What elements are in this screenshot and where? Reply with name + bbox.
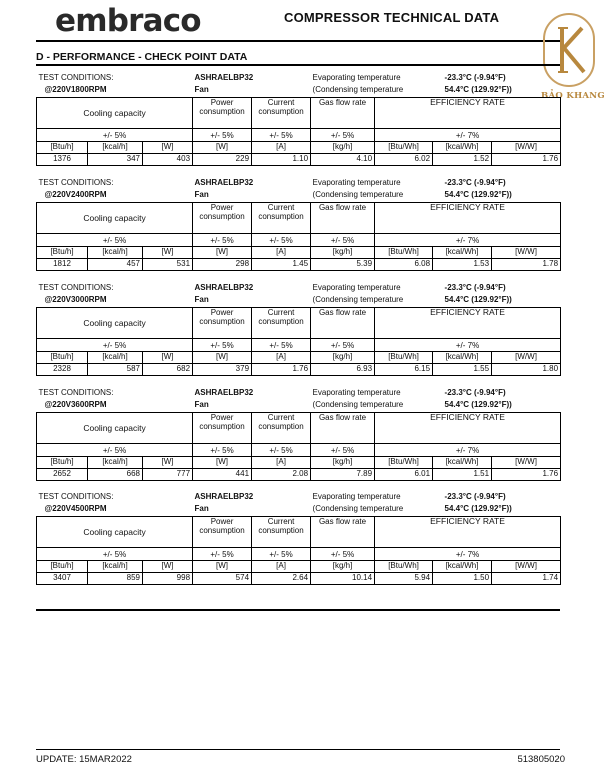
condensing-value: 54.4°C (129.92°F)): [444, 295, 512, 304]
gas-flow-tolerance: +/- 5%: [311, 339, 375, 352]
evaporating-value: -23.3°C (-9.94°F): [444, 178, 506, 187]
unit-cell: [W]: [193, 561, 252, 573]
refrigerant-standard: ASHRAELBP32: [194, 388, 254, 397]
value-cell: 4.10: [311, 154, 375, 166]
unit-cell: [kcal/Wh]: [433, 247, 492, 259]
cooling-mode: Fan: [194, 400, 209, 409]
power-tolerance: +/- 5%: [193, 234, 252, 247]
evaporating-label: Evaporating temperature: [312, 178, 401, 187]
value-cell: 2.08: [252, 469, 311, 481]
condensing-value: 54.4°C (129.92°F)): [444, 85, 512, 94]
current-consumption-header: Current consumption: [252, 517, 311, 548]
refrigerant-standard: ASHRAELBP32: [194, 73, 254, 82]
efficiency-tolerance: +/- 7%: [375, 339, 561, 352]
unit-cell: [W/W]: [492, 247, 561, 259]
value-cell: 668: [88, 469, 143, 481]
current-tolerance: +/- 5%: [252, 129, 311, 142]
condensing-label: (Condensing temperature: [312, 85, 404, 94]
unit-cell: [W/W]: [492, 142, 561, 154]
value-cell: 7.89: [311, 469, 375, 481]
condensing-label: (Condensing temperature: [312, 504, 404, 513]
unit-cell: [kcal/h]: [88, 457, 143, 469]
cooling-mode: Fan: [194, 85, 209, 94]
refrigerant-standard: ASHRAELBP32: [194, 492, 254, 501]
section-rule: [36, 64, 560, 66]
value-cell: 1.76: [492, 469, 561, 481]
current-consumption-header: Current consumption: [252, 203, 311, 234]
performance-table: [36, 388, 561, 481]
value-cell: 6.08: [375, 259, 433, 271]
cooling-capacity-tolerance: +/- 5%: [37, 339, 193, 352]
unit-cell: [kg/h]: [311, 561, 375, 573]
value-cell: 379: [193, 364, 252, 376]
unit-cell: [A]: [252, 457, 311, 469]
value-cell: 2.64: [252, 573, 311, 585]
value-cell: 1.76: [492, 154, 561, 166]
current-consumption-header: Current consumption: [252, 413, 311, 444]
value-cell: 682: [143, 364, 193, 376]
cooling-capacity-tolerance: +/- 5%: [37, 234, 193, 247]
efficiency-rate-header: EFFICIENCY RATE: [375, 413, 561, 444]
gas-flow-tolerance: +/- 5%: [311, 548, 375, 561]
power-consumption-header: Power consumption: [193, 203, 252, 234]
current-tolerance: +/- 5%: [252, 548, 311, 561]
gas-flow-rate-header: Gas flow rate: [311, 203, 375, 234]
evaporating-value: -23.3°C (-9.94°F): [444, 388, 506, 397]
unit-cell: [Btu/h]: [37, 352, 88, 364]
unit-cell: [Btu/h]: [37, 561, 88, 573]
gas-flow-rate-header: Gas flow rate: [311, 98, 375, 129]
efficiency-tolerance: +/- 7%: [375, 444, 561, 457]
footer-rule: [36, 749, 560, 750]
power-tolerance: +/- 5%: [193, 339, 252, 352]
current-tolerance: +/- 5%: [252, 234, 311, 247]
value-cell: 1.52: [433, 154, 492, 166]
test-conditions-label: TEST CONDITIONS:: [38, 178, 114, 187]
gas-flow-rate-header: Gas flow rate: [311, 413, 375, 444]
value-cell: 5.39: [311, 259, 375, 271]
performance-table: [36, 283, 561, 376]
test-condition-speed: @220V4500RPM: [44, 504, 107, 513]
cooling-capacity-tolerance: +/- 5%: [37, 444, 193, 457]
performance-table: [36, 492, 561, 585]
test-conditions-label: TEST CONDITIONS:: [38, 283, 114, 292]
watermark-text: BẢO KHANG: [541, 91, 605, 101]
unit-cell: [W]: [143, 457, 193, 469]
unit-cell: [W]: [143, 247, 193, 259]
value-cell: 441: [193, 469, 252, 481]
unit-cell: [W/W]: [492, 561, 561, 573]
gas-flow-tolerance: +/- 5%: [311, 129, 375, 142]
unit-cell: [kg/h]: [311, 247, 375, 259]
value-cell: 1.50: [433, 573, 492, 585]
unit-cell: [A]: [252, 142, 311, 154]
efficiency-rate-header: EFFICIENCY RATE: [375, 98, 561, 129]
value-cell: 859: [88, 573, 143, 585]
condensing-value: 54.4°C (129.92°F)): [444, 400, 512, 409]
document-code: 513805020: [517, 754, 565, 765]
unit-cell: [Btu/Wh]: [375, 352, 433, 364]
evaporating-label: Evaporating temperature: [312, 388, 401, 397]
value-cell: 1812: [37, 259, 88, 271]
power-consumption-header: Power consumption: [193, 308, 252, 339]
update-date: UPDATE: 15MAR2022: [36, 754, 132, 765]
value-cell: 10.14: [311, 573, 375, 585]
cooling-capacity-header: Cooling capacity: [37, 308, 193, 339]
unit-cell: [W]: [143, 561, 193, 573]
unit-cell: [Btu/h]: [37, 457, 88, 469]
value-cell: 1.55: [433, 364, 492, 376]
current-consumption-header: Current consumption: [252, 308, 311, 339]
unit-cell: [kcal/h]: [88, 561, 143, 573]
value-cell: 3407: [37, 573, 88, 585]
power-tolerance: +/- 5%: [193, 129, 252, 142]
unit-cell: [kcal/h]: [88, 142, 143, 154]
cooling-capacity-header: Cooling capacity: [37, 203, 193, 234]
header-rule: [36, 40, 560, 42]
unit-cell: [Btu/Wh]: [375, 457, 433, 469]
test-condition-speed: @220V3600RPM: [44, 400, 107, 409]
performance-table: [36, 73, 561, 166]
value-cell: 229: [193, 154, 252, 166]
efficiency-tolerance: +/- 7%: [375, 234, 561, 247]
efficiency-rate-header: EFFICIENCY RATE: [375, 517, 561, 548]
unit-cell: [kg/h]: [311, 457, 375, 469]
unit-cell: [W]: [193, 352, 252, 364]
value-cell: 1.51: [433, 469, 492, 481]
power-consumption-header: Power consumption: [193, 517, 252, 548]
value-cell: 403: [143, 154, 193, 166]
cooling-mode: Fan: [194, 190, 209, 199]
test-condition-speed: @220V1800RPM: [44, 85, 107, 94]
test-condition-speed: @220V3000RPM: [44, 295, 107, 304]
test-conditions-label: TEST CONDITIONS:: [38, 492, 114, 501]
value-cell: 298: [193, 259, 252, 271]
unit-cell: [Btu/Wh]: [375, 561, 433, 573]
value-cell: 1.80: [492, 364, 561, 376]
embraco-logo: embraco: [55, 3, 201, 39]
value-cell: 5.94: [375, 573, 433, 585]
value-cell: 2652: [37, 469, 88, 481]
gas-flow-tolerance: +/- 5%: [311, 234, 375, 247]
unit-cell: [kcal/Wh]: [433, 142, 492, 154]
gas-flow-rate-header: Gas flow rate: [311, 308, 375, 339]
value-cell: 574: [193, 573, 252, 585]
test-conditions-label: TEST CONDITIONS:: [38, 388, 114, 397]
performance-table: [36, 178, 561, 271]
unit-cell: [kcal/Wh]: [433, 352, 492, 364]
power-consumption-header: Power consumption: [193, 413, 252, 444]
unit-cell: [kg/h]: [311, 142, 375, 154]
cooling-capacity-tolerance: +/- 5%: [37, 129, 193, 142]
power-tolerance: +/- 5%: [193, 548, 252, 561]
efficiency-tolerance: +/- 7%: [375, 129, 561, 142]
unit-cell: [W/W]: [492, 457, 561, 469]
power-consumption-header: Power consumption: [193, 98, 252, 129]
value-cell: 6.01: [375, 469, 433, 481]
unit-cell: [kcal/h]: [88, 247, 143, 259]
value-cell: 531: [143, 259, 193, 271]
condensing-value: 54.4°C (129.92°F)): [444, 504, 512, 513]
unit-cell: [W]: [143, 142, 193, 154]
evaporating-label: Evaporating temperature: [312, 283, 401, 292]
value-cell: 347: [88, 154, 143, 166]
value-cell: 1.76: [252, 364, 311, 376]
evaporating-value: -23.3°C (-9.94°F): [444, 492, 506, 501]
document-title: COMPRESSOR TECHNICAL DATA: [284, 10, 500, 25]
value-cell: 998: [143, 573, 193, 585]
unit-cell: [W]: [193, 142, 252, 154]
evaporating-value: -23.3°C (-9.94°F): [444, 283, 506, 292]
power-tolerance: +/- 5%: [193, 444, 252, 457]
unit-cell: [kg/h]: [311, 352, 375, 364]
cooling-capacity-header: Cooling capacity: [37, 413, 193, 444]
value-cell: 2328: [37, 364, 88, 376]
value-cell: 457: [88, 259, 143, 271]
bottom-rule: [36, 609, 560, 611]
condensing-label: (Condensing temperature: [312, 190, 404, 199]
value-cell: 1.10: [252, 154, 311, 166]
unit-cell: [A]: [252, 561, 311, 573]
cooling-capacity-header: Cooling capacity: [37, 98, 193, 129]
unit-cell: [W]: [193, 247, 252, 259]
unit-cell: [kcal/Wh]: [433, 561, 492, 573]
unit-cell: [A]: [252, 247, 311, 259]
unit-cell: [Btu/h]: [37, 247, 88, 259]
test-conditions-label: TEST CONDITIONS:: [38, 73, 114, 82]
unit-cell: [W]: [143, 352, 193, 364]
efficiency-rate-header: EFFICIENCY RATE: [375, 308, 561, 339]
refrigerant-standard: ASHRAELBP32: [194, 178, 254, 187]
unit-cell: [W]: [193, 457, 252, 469]
unit-cell: [kcal/h]: [88, 352, 143, 364]
evaporating-label: Evaporating temperature: [312, 492, 401, 501]
value-cell: 777: [143, 469, 193, 481]
unit-cell: [W/W]: [492, 352, 561, 364]
value-cell: 1376: [37, 154, 88, 166]
refrigerant-standard: ASHRAELBP32: [194, 283, 254, 292]
value-cell: 587: [88, 364, 143, 376]
current-tolerance: +/- 5%: [252, 444, 311, 457]
value-cell: 1.53: [433, 259, 492, 271]
section-title: D - PERFORMANCE - CHECK POINT DATA: [36, 51, 248, 63]
test-condition-speed: @220V2400RPM: [44, 190, 107, 199]
unit-cell: [Btu/Wh]: [375, 142, 433, 154]
evaporating-label: Evaporating temperature: [312, 73, 401, 82]
current-tolerance: +/- 5%: [252, 339, 311, 352]
efficiency-tolerance: +/- 7%: [375, 548, 561, 561]
efficiency-rate-header: EFFICIENCY RATE: [375, 203, 561, 234]
cooling-capacity-header: Cooling capacity: [37, 517, 193, 548]
gas-flow-tolerance: +/- 5%: [311, 444, 375, 457]
gas-flow-rate-header: Gas flow rate: [311, 517, 375, 548]
unit-cell: [A]: [252, 352, 311, 364]
condensing-label: (Condensing temperature: [312, 295, 404, 304]
value-cell: 6.93: [311, 364, 375, 376]
value-cell: 6.15: [375, 364, 433, 376]
condensing-value: 54.4°C (129.92°F)): [444, 190, 512, 199]
cooling-capacity-tolerance: +/- 5%: [37, 548, 193, 561]
unit-cell: [kcal/Wh]: [433, 457, 492, 469]
value-cell: 1.74: [492, 573, 561, 585]
cooling-mode: Fan: [194, 295, 209, 304]
unit-cell: [Btu/Wh]: [375, 247, 433, 259]
cooling-mode: Fan: [194, 504, 209, 513]
condensing-label: (Condensing temperature: [312, 400, 404, 409]
current-consumption-header: Current consumption: [252, 98, 311, 129]
evaporating-value: -23.3°C (-9.94°F): [444, 73, 506, 82]
value-cell: 6.02: [375, 154, 433, 166]
value-cell: 1.78: [492, 259, 561, 271]
unit-cell: [Btu/h]: [37, 142, 88, 154]
value-cell: 1.45: [252, 259, 311, 271]
